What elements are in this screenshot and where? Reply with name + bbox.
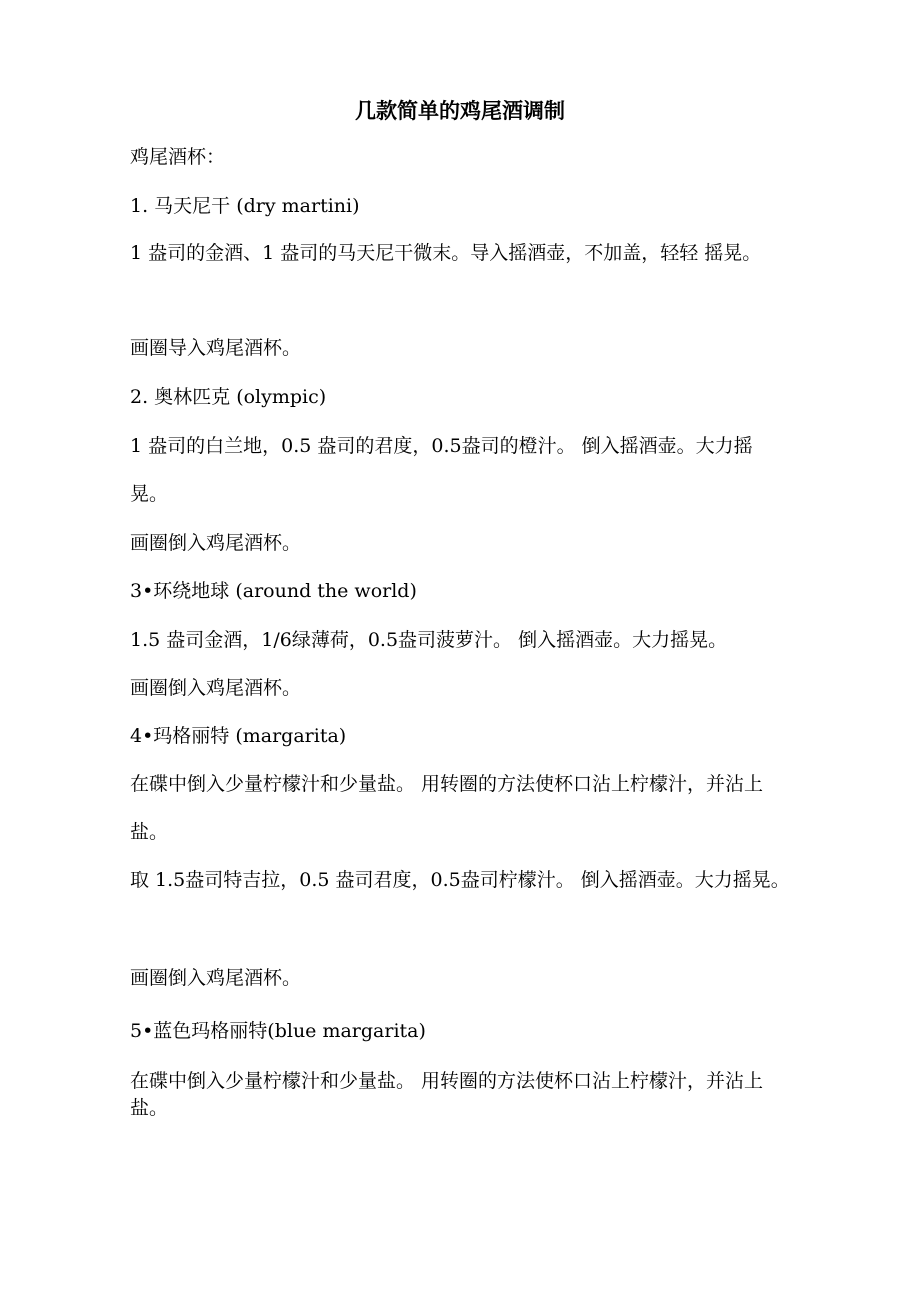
recipe-2-step-1: 1 盎司的白兰地，0.5 盎司的君度，0.5盎司的橙汁。 倒入摇酒壶。大力摇晃。 [130, 435, 753, 505]
recipe-4-step-3: 画圈倒入鸡尾酒杯。 [130, 967, 302, 989]
recipe-1-step-1: 1 盎司的金酒、1 盎司的马天尼干微末。导入摇酒壶，不加盖，轻轻 摇晃。 [130, 242, 762, 264]
recipe-4-heading: 4•玛格丽特 (margarita) [130, 725, 347, 747]
recipe-1-step-2: 画圈导入鸡尾酒杯。 [130, 337, 302, 359]
recipe-3-heading: 3•环绕地球 (around the world) [130, 580, 417, 602]
recipe-1-heading: 1. 马天尼干 (dry martini) [130, 195, 360, 217]
recipe-3-step-1: 1.5 盎司金酒，1/6绿薄荷，0.5盎司菠萝汁。 倒入摇酒壶。大力摇晃。 [130, 629, 728, 651]
glass-heading: 鸡尾酒杯： [130, 146, 226, 168]
recipe-5-step-1: 在碟中倒入少量柠檬汁和少量盐。 用转圈的方法使杯口沾上柠檬汁，并沾上盐。 [130, 1070, 764, 1119]
recipe-3-step-2: 画圈倒入鸡尾酒杯。 [130, 677, 302, 699]
recipe-5-heading: 5•蓝色玛格丽特(blue margarita) [130, 1020, 426, 1042]
recipe-4-step-1: 在碟中倒入少量柠檬汁和少量盐。 用转圈的方法使杯口沾上柠檬汁，并沾上盐。 [130, 773, 764, 843]
recipe-2-step-2: 画圈倒入鸡尾酒杯。 [130, 532, 302, 554]
recipe-2-heading: 2. 奥林匹克 (olympic) [130, 386, 327, 408]
document-title: 几款简单的鸡尾酒调制 [355, 99, 565, 123]
recipe-4-step-2: 取 1.5盎司特吉拉，0.5 盎司君度，0.5盎司柠檬汁。 倒入摇酒壶。大力摇晃。 [130, 869, 790, 891]
